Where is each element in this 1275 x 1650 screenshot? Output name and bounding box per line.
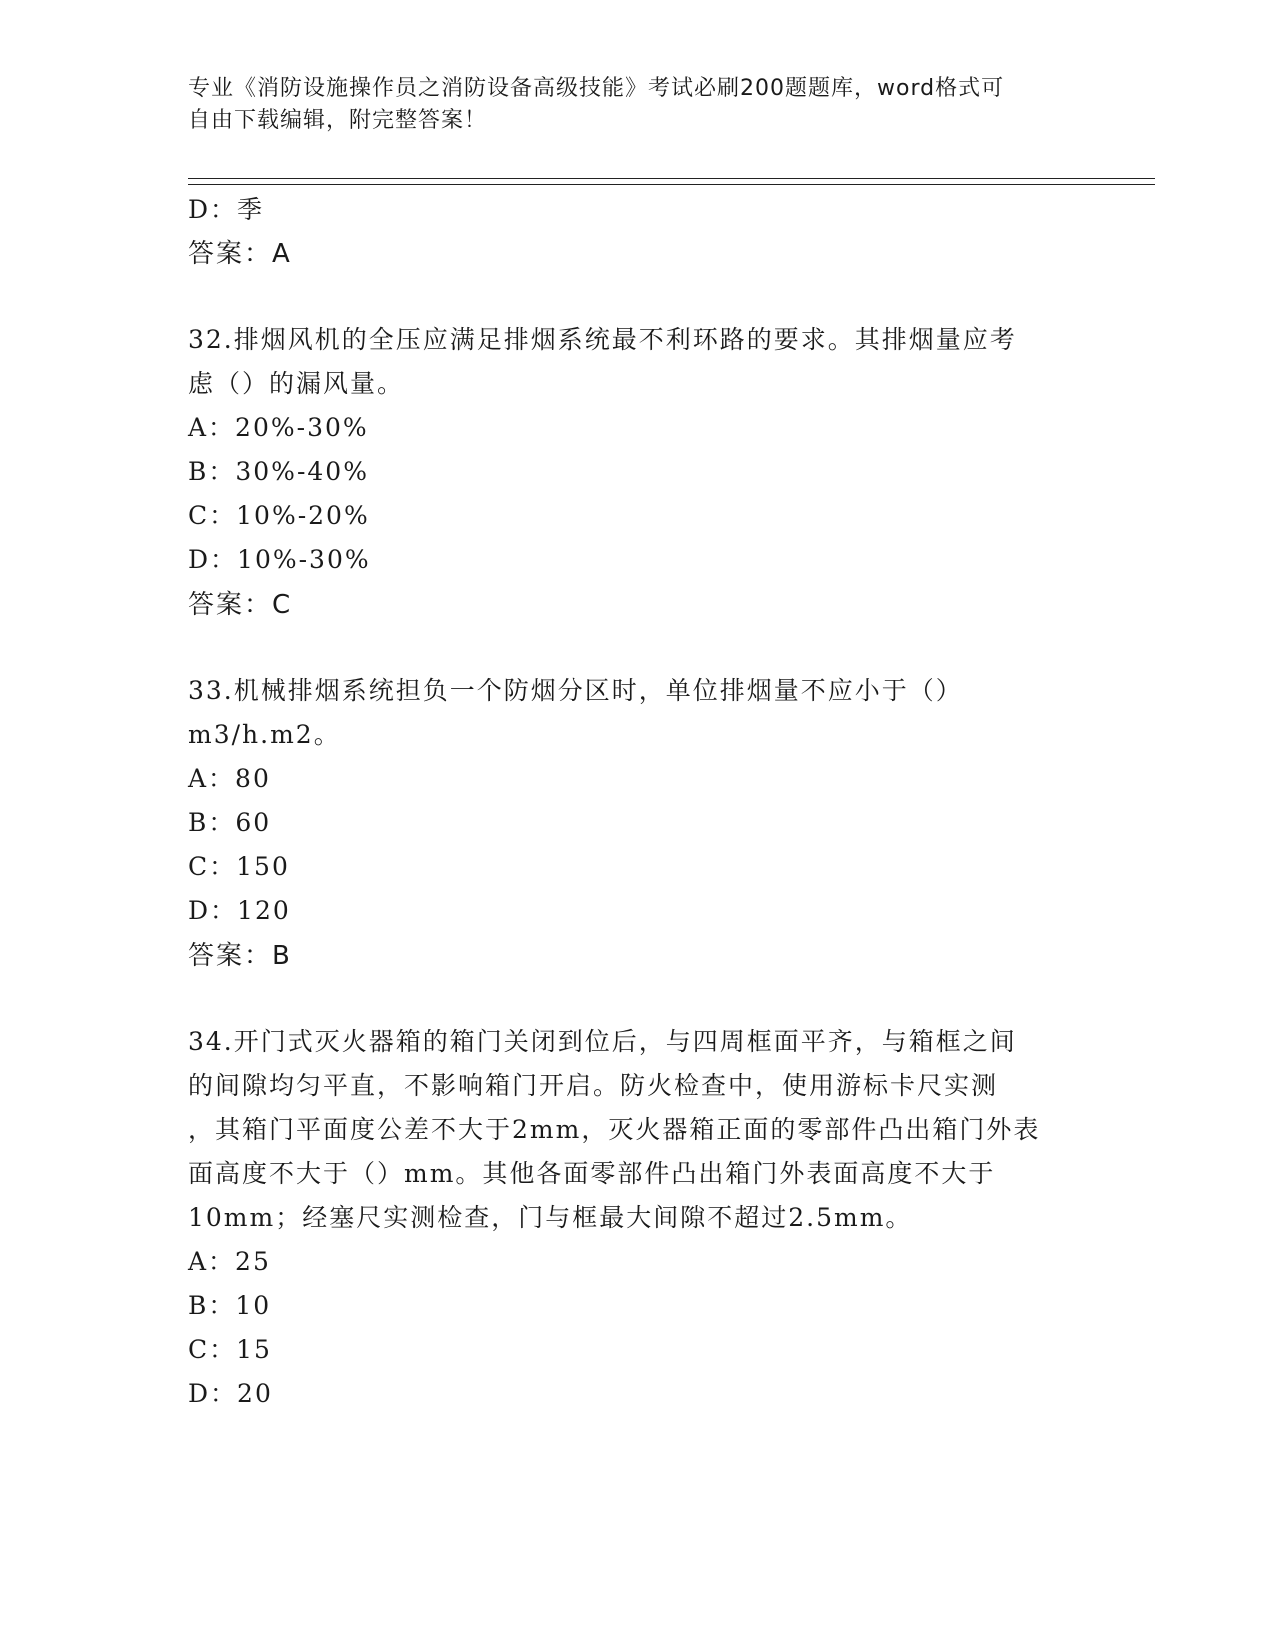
q33-option-d: D：120	[188, 896, 291, 925]
q33-stem-line1: 33.机械排烟系统担负一个防烟分区时，单位排烟量不应小于（）	[188, 676, 963, 705]
q34-stem-line5: 10mm；经塞尺实测检查，门与框最大间隙不超过2.5mm。	[188, 1203, 913, 1232]
q33-option-a: A：80	[188, 764, 271, 793]
q33-option-b: B：60	[188, 808, 272, 837]
q34-stem-line4: 面高度不大于（）mm。其他各面零部件凸出箱门外表面高度不大于	[188, 1159, 996, 1188]
q34-stem-line1: 34.开门式灭火器箱的箱门关闭到位后，与四周框面平齐，与箱框之间	[188, 1027, 1017, 1056]
q34-stem-line2: 的间隙均匀平直，不影响箱门开启。防火检查中，使用游标卡尺实测	[188, 1071, 999, 1100]
q34-option-c: C：15	[188, 1335, 272, 1364]
q34-option-d: D：20	[188, 1379, 273, 1408]
q32-stem-line1: 32.排烟风机的全压应满足排烟系统最不利环路的要求。其排烟量应考	[188, 325, 1017, 354]
q33-stem-line2: m3/h.m2。	[188, 720, 341, 749]
q32-option-d: D：10%-30%	[188, 545, 371, 574]
q32-option-c: C：10%-20%	[188, 501, 370, 530]
prev-option-d: D：季	[188, 195, 265, 224]
q32-option-b: B：30%-40%	[188, 457, 369, 486]
header-rule-bottom	[188, 184, 1155, 185]
header-rule-top	[188, 178, 1155, 179]
q32-stem-line2: 虑（）的漏风量。	[188, 369, 405, 398]
document-header: 专业《消防设施操作员之消防设备高级技能》考试必刷200题题库，word格式可 自由下载编辑，附完整答案！	[188, 76, 1005, 133]
q33-answer: 答案：B	[188, 941, 292, 971]
q34-option-b: B：10	[188, 1291, 272, 1320]
q34-stem-line3: ，其箱门平面度公差不大于2mm，灭火器箱正面的零部件凸出箱门外表	[188, 1115, 1041, 1144]
q32-answer: 答案：C	[188, 590, 293, 620]
q33-option-c: C：150	[188, 852, 290, 881]
prev-answer: 答案：A	[188, 239, 292, 269]
q34-option-a: A：25	[188, 1247, 271, 1276]
q32-option-a: A：20%-30%	[188, 413, 369, 442]
